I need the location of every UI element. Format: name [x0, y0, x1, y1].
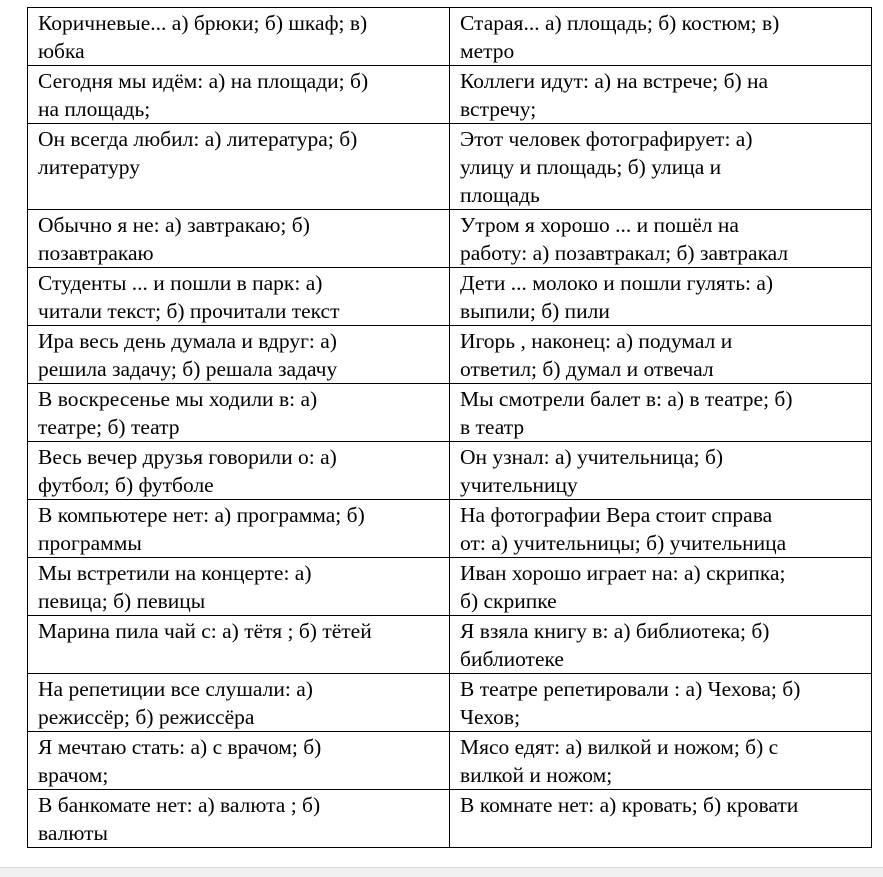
cell-text-line: программы	[38, 531, 142, 555]
cell-text-line: работу: а) позавтракал; б) завтракал	[460, 241, 789, 265]
table-row	[28, 732, 872, 790]
cell-text-line: площадь	[460, 183, 540, 207]
cell-right	[450, 616, 872, 674]
table-row	[28, 500, 872, 558]
cell-text-line: В театре репетировали : а) Чехова; б)	[460, 677, 801, 701]
cell-right	[450, 268, 872, 326]
cell-right	[450, 558, 872, 616]
cell-text-line: Обычно я не: а) завтракаю; б)	[38, 213, 310, 237]
cell-left	[28, 674, 450, 732]
cell-right	[450, 500, 872, 558]
table-row	[28, 674, 872, 732]
cell-text-line: Я мечтаю стать: а) с врачом; б)	[38, 735, 322, 759]
cell-text-line: Весь вечер друзья говорили о: а)	[38, 445, 337, 469]
table-row	[28, 326, 872, 384]
cell-text-line: Ира весь день думала и вдруг: а)	[38, 329, 337, 353]
cell-text-line: читали текст; б) прочитали текст	[38, 299, 340, 323]
cell-text-line: метро	[460, 39, 515, 63]
cell-left	[28, 66, 450, 124]
cell-text-line: В воскресенье мы ходили в: а)	[38, 387, 318, 411]
cell-right	[450, 790, 872, 848]
cell-text-line: В компьютере нет: а) программа; б)	[38, 503, 365, 527]
table-row	[28, 268, 872, 326]
cell-text-line: Он всегда любил: а) литература; б)	[38, 127, 358, 151]
cell-text-line: от: а) учительницы; б) учительница	[460, 531, 787, 555]
table-row	[28, 384, 872, 442]
cell-right	[450, 442, 872, 500]
cell-right	[450, 674, 872, 732]
table-row	[28, 210, 872, 268]
cell-left	[28, 500, 450, 558]
cell-left	[28, 268, 450, 326]
cell-right	[450, 66, 872, 124]
cell-text-line: Студенты ... и пошли в парк: а)	[38, 271, 323, 295]
cell-text-line: В банкомате нет: а) валюта ; б)	[38, 793, 321, 817]
cell-text-line: На фотографии Вера стоит справа	[460, 503, 773, 527]
cell-text-line: Иван хорошо играет на: а) скрипка;	[460, 561, 786, 585]
cell-text-line: выпили; б) пили	[460, 299, 610, 323]
cell-text-line: б) скрипке	[460, 589, 557, 613]
cell-text-line: Игорь , наконец: а) подумал и	[460, 329, 733, 353]
cell-text-line: в театр	[460, 415, 525, 439]
cell-text-line: Мы встретили на концерте: а)	[38, 561, 312, 585]
cell-text-line: ответил; б) думал и отвечал	[460, 357, 714, 381]
cell-text-line: решила задачу; б) решала задачу	[38, 357, 338, 381]
cell-text-line: валюты	[38, 821, 108, 845]
cell-text-line: библиотеке	[460, 647, 564, 671]
cell-text-line: Дети ... молоко и пошли гулять: а)	[460, 271, 774, 295]
cell-text-line: Чехов;	[460, 705, 521, 729]
cell-text-line: Утром я хорошо ... и пошёл на	[460, 213, 739, 237]
cell-text-line: учительницу	[460, 473, 578, 497]
table-row	[28, 8, 872, 66]
table-row	[28, 124, 872, 210]
cell-text-line: Сегодня мы идём: а) на площади; б)	[38, 69, 369, 93]
cell-text-line: литературу	[38, 155, 140, 179]
cell-right	[450, 384, 872, 442]
cell-left	[28, 616, 450, 674]
cell-text-line: Марина пила чай с: а) тётя ; б) тётей	[38, 619, 372, 643]
table-row	[28, 66, 872, 124]
cell-text-line: на площадь;	[38, 97, 151, 121]
cell-left	[28, 442, 450, 500]
cell-left	[28, 384, 450, 442]
cell-right	[450, 326, 872, 384]
cell-text-line: театре; б) театр	[38, 415, 180, 439]
cell-right	[450, 8, 872, 66]
cell-text-line: Мясо едят: а) вилкой и ножом; б) с	[460, 735, 779, 759]
cell-left	[28, 326, 450, 384]
cell-text-line: Коричневые... а) брюки; б) шкаф; в)	[38, 11, 368, 35]
cell-text-line: Он узнал: а) учительница; б)	[460, 445, 724, 469]
cell-text-line: вилкой и ножом;	[460, 763, 613, 787]
cell-text-line: встречу;	[460, 97, 537, 121]
cell-text-line: На репетиции все слушали: а)	[38, 677, 313, 701]
cell-left	[28, 732, 450, 790]
cell-left	[28, 210, 450, 268]
cell-text-line: Коллеги идут: а) на встрече; б) на	[460, 69, 769, 93]
cell-text-line: режиссёр; б) режиссёра	[38, 705, 255, 729]
cell-text-line: улицу и площадь; б) улица и	[460, 155, 722, 179]
cell-text-line: Мы смотрели балет в: а) в театре; б)	[460, 387, 793, 411]
cell-left	[28, 124, 450, 210]
table-row	[28, 790, 872, 848]
cell-right	[450, 124, 872, 210]
cell-text-line: В комнате нет: а) кровать; б) кровати	[460, 793, 799, 817]
cell-text-line: позавтракаю	[38, 241, 154, 265]
cell-text-line: врачом;	[38, 763, 109, 787]
cell-left	[28, 8, 450, 66]
cell-text-line: футбол; б) футболе	[38, 473, 214, 497]
cell-right	[450, 210, 872, 268]
cell-text-line: Этот человек фотографирует: а)	[460, 127, 753, 151]
cell-right	[450, 732, 872, 790]
table-row	[28, 616, 872, 674]
cell-left	[28, 558, 450, 616]
cell-text-line: Я взяла книгу в: а) библиотека; б)	[460, 619, 770, 643]
cell-text-line: Старая... а) площадь; б) костюм; в)	[460, 11, 780, 35]
cell-left	[28, 790, 450, 848]
table-row	[28, 442, 872, 500]
cell-text-line: певица; б) певицы	[38, 589, 206, 613]
exercise-table	[27, 7, 872, 848]
table-row	[28, 558, 872, 616]
cell-text-line: юбка	[38, 39, 85, 63]
